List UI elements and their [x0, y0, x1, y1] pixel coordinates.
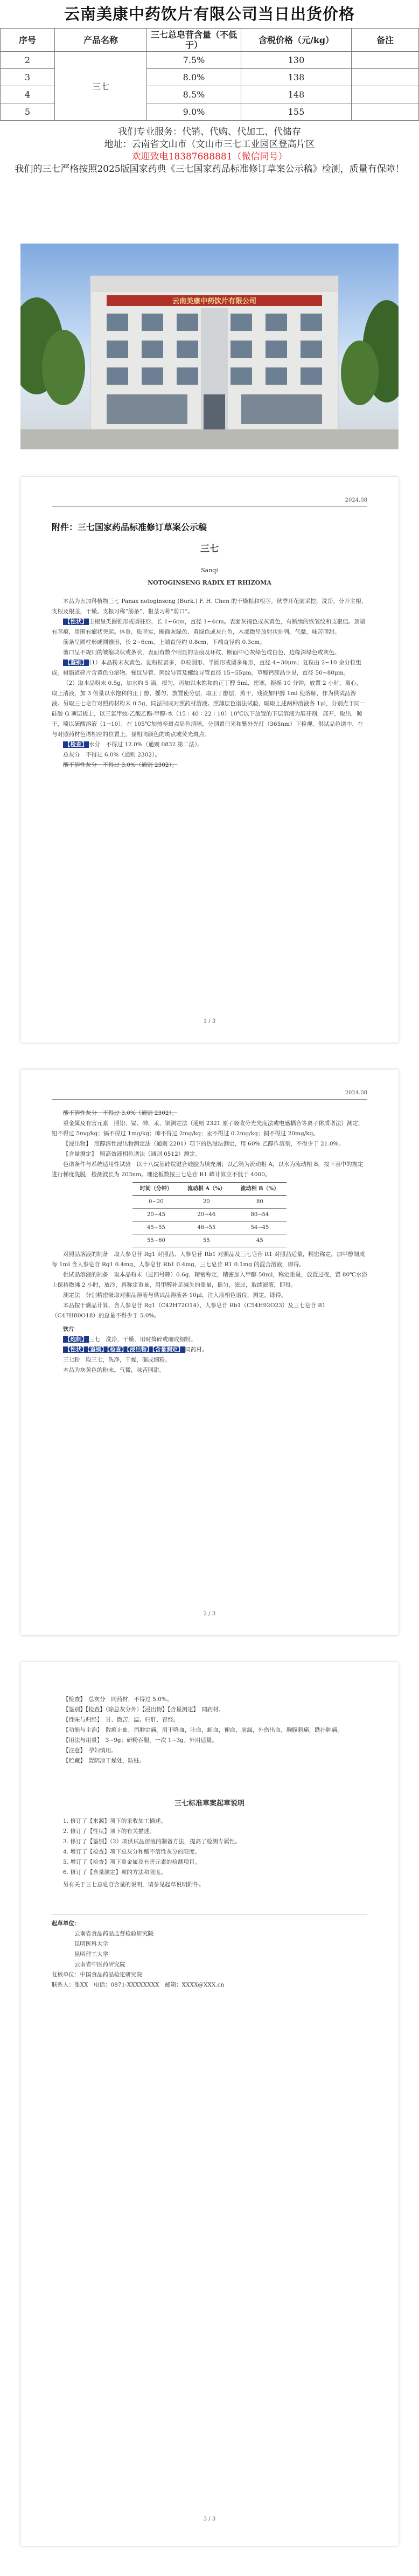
cell-note — [352, 86, 419, 103]
source-paragraph: 本品为五加科植物三七 Panax notoginseng (Burk.) F. H. Chen 的干燥根和根茎。秋季开花前采挖，洗净，分开主根、支根及根茎，干燥。支根习称“筋条”，根茎习称“剪口”。 — [52, 598, 367, 615]
mob-header: 流动相 B（%） — [233, 1183, 287, 1196]
cell-price: 148 — [241, 86, 352, 103]
mob-cell: 20~45 — [132, 1209, 180, 1221]
mob-cell: 54→45 — [233, 1221, 287, 1234]
doc-date: 2024.08 — [52, 495, 367, 507]
identification-2: （2）取本品粉末 0.5g，加水约 5 滴，搅匀，再加以水饱和的正丁醇 5ml，密塞，振摇 10 分钟，放置 2 小时，离心，取上清液，加 3 倍量以水饱和的正丁醇，摇匀，放置使分层，取正丁醇层，蒸干，残渣加甲醇 1ml 使溶解，作为供试品溶液。另取三七皂苷对照药材粉末 0.5g，同法制成对照药材溶液。照薄层色谱法试验，吸取上述两种溶液各 1μl，分别点于同一硅胶 G 薄层板上，以三氯甲烷-乙酸乙酯-甲醇-水（15∶40∶22∶10）10℃以下放置的下层溶液为展开剂，展开，取出，晾干，喷以硫酸溶液（1→10），在 105℃加热至斑点显色清晰，分别置日光和紫外光灯（365nm）下检视。供试品色谱中，在与对照药材色谱相应的位置上，显相同颜色的斑点或荧光斑点。 — [52, 680, 366, 738]
mob-cell: 45 — [233, 1234, 287, 1247]
mob-header: 时间（分钟） — [132, 1183, 180, 1196]
cell-product: 三七 — [55, 52, 147, 121]
label-properties: 【性状】 — [63, 619, 89, 625]
processing-paragraph: 三七 洗净，干燥，用时捣碎或碾成细粉。 — [89, 1336, 197, 1343]
review-unit: 复核单位：中国食品药品检定研究院 — [52, 1971, 142, 1978]
unit-item: 昆明医科大学 — [74, 1941, 108, 1947]
cell-no: 4 — [1, 86, 55, 103]
mob-cell: 80→54 — [233, 1209, 287, 1221]
mob-cell: 20 — [180, 1196, 233, 1209]
list-item: 3. 修订了【鉴别】（2）项供试品溶液的制备方法，提高了检测专属性。 — [63, 1838, 241, 1845]
mob-cell: 55~60 — [132, 1234, 180, 1247]
decoction-heading: 饮片 — [63, 1326, 74, 1332]
cell-no: 2 — [1, 52, 55, 69]
table-row — [132, 1234, 287, 1247]
table-row — [132, 1209, 287, 1221]
cell-content: 9.0% — [147, 103, 241, 121]
page-number: 3 / 3 — [203, 2516, 216, 2522]
doc-heading: 附件：三七国家药品标准修订草案公示稿 — [52, 522, 207, 532]
cell-no: 5 — [1, 103, 55, 121]
extra-note-paragraph: 另有关于三七总皂苷含量的说明，请参见起草说明附件。 — [63, 1881, 205, 1888]
mob-header: 流动相 A（%） — [180, 1183, 233, 1196]
label-same-as: 【性状】【鉴别】【检查】【浸出物】【含量测定】 — [63, 1346, 185, 1353]
jintiao-paragraph: 筋条呈圆柱形或圆锥形，长 2~6cm，上端直径约 0.8cm，下端直径约 0.3cm。 — [63, 639, 266, 645]
mob-cell: 55 — [180, 1234, 233, 1247]
drug-latin: NOTOGINSENG RADIX ET RHIZOMA — [148, 579, 271, 586]
properties-paragraph: 主根呈类圆锥形或圆柱形，长 1~6cm，直径 1~4cm。表面灰褐色或灰黄色，有断续的纵皱纹和支根痕。顶端有茎痕，周围有瘤状突起。体重，质坚实，断面灰绿色、黄绿色或灰白色，木部微呈放射状排列。气微，味苦回甜。 — [52, 619, 366, 635]
doc-date: 2024.08 — [52, 1088, 367, 1100]
drug-pinyin: Sanqi — [201, 567, 218, 574]
standard-doc-page-3 — [20, 1662, 399, 2546]
moisture-limit: 水分 不得过 12.0%（通则 0832 第二法）。 — [89, 741, 203, 748]
drafting-units — [52, 1914, 367, 1990]
cell-content: 7.5% — [147, 52, 241, 69]
page-title: 云南美康中药饮片有限公司当日出货价格 — [64, 5, 355, 23]
acid-ash-limit: 酸不溶性灰分 不得过 3.0%（通则 2302）。 — [63, 762, 178, 768]
list-item: 5. 增订了【检查】项下重金属及有害元素的检测项目。 — [63, 1859, 200, 1865]
col-header-product: 产品名称 — [55, 29, 147, 52]
quality-text: 我们的三七严格按照2025版国家药典《三七国家药品标准修订草案公示稿》检测，质量有保障！ — [15, 164, 404, 175]
jiankou-paragraph: 剪口呈不规则的皱缩块状或条状，表面有数个明显的茎痕及环纹，断面中心灰绿色或白色，边缘深绿色或灰色。 — [63, 649, 340, 656]
identification-1: （1）本品粉末灰黄色。淀粉粒甚多，单粒圆形、半圆形或圆多角形，直径 4~30μm；复粒由 2~10 余分粒组成。树脂道碎片含黄色分泌物。梯纹导管、网纹导管及螺纹导管直径 15~55μm。草酸钙簇晶少见，直径 50~80μm。 — [52, 659, 361, 676]
inspection-paragraph: 【检查】 总灰分 同药材，不得过 5.0%。 — [63, 1696, 173, 1703]
assay-paragraph: 【含量测定】 照高效液相色谱法（通则 0512）测定。 — [63, 1151, 201, 1157]
units-label: 起草单位： — [52, 1920, 80, 1927]
cell-note — [352, 52, 419, 69]
cell-price: 130 — [241, 52, 352, 69]
col-header-note: 备注 — [352, 29, 419, 52]
unit-item: 云南省中医药研究院 — [74, 1961, 125, 1968]
list-item: 6. 修订了【含量测定】项的方法和限度。 — [63, 1869, 166, 1876]
col-header-price: 含税价格（元/kg） — [241, 29, 352, 52]
powder-paragraph: 三七粉 取三七，洗净，干燥，碾成细粉。 — [63, 1357, 171, 1363]
building-illustration — [20, 244, 399, 449]
unit-item: 云南省食品药品监督检验研究院 — [74, 1931, 153, 1937]
table-row — [132, 1196, 287, 1209]
table-header-row — [1, 29, 419, 52]
cell-no: 3 — [1, 69, 55, 86]
cell-price: 155 — [241, 103, 352, 121]
contact-line: 联系人：张XX 电话：0871-XXXXXXXX 邮箱：XXXX@XXX.cn — [52, 1982, 225, 1988]
content-limit-paragraph: 本品按干燥品计算，含人参皂苷 Rg1（C42H72O14）、人参皂苷 Rb1（C54H92O23）及三七皂苷 R1（C47H80O18）的总量不得少于 5.0%。 — [52, 1302, 326, 1319]
standard-doc-page-2 — [20, 1070, 399, 1635]
drafting-notes-title: 三七标准草案起草说明 — [174, 1800, 245, 1808]
table-row — [132, 1221, 287, 1234]
cell-content: 8.0% — [147, 69, 241, 86]
list-item: 4. 增订了【检查】项下总灰分和酸不溶性灰分的限度。 — [63, 1849, 200, 1855]
mobile-phase-table — [132, 1182, 287, 1247]
reference-solution-paragraph: 对照品溶液的制备 取人参皂苷 Rg1 对照品、人参皂苷 Rb1 对照品及三七皂苷 R1 对照品适量，精密称定，加甲醇制成每 1ml 含人参皂苷 Rg1 0.4mg、人参皂苷 Rb1 0.4mg、三七皂苷 R1 0.1mg 的混合溶液，即得。 — [52, 1251, 365, 1268]
table-row — [1, 52, 419, 69]
services-text: 我们专业服务：代销、代购、代加工、代储存 — [118, 127, 301, 137]
mob-cell: 45~55 — [132, 1221, 180, 1234]
usage-paragraph: 【用法与用量】 3~9g；研粉吞服，一次 1~3g。外用适量。 — [63, 1737, 218, 1744]
method-paragraph: 测定法 分别精密吸取对照品溶液与供试品溶液各 10μl，注入液相色谱仪，测定，即得。 — [63, 1292, 287, 1299]
label-processing: 【炮制】 — [63, 1336, 89, 1343]
col-header-no: 序号 — [1, 29, 55, 52]
extract-paragraph: 【浸出物】 照醇溶性浸出物测定法（通则 2201）项下的热浸法测定，用 60% 乙醇作溶剂，不得少于 21.0%。 — [63, 1141, 345, 1147]
mob-cell: 46→55 — [180, 1221, 233, 1234]
company-notes — [0, 126, 419, 176]
standard-doc-page-1 — [20, 477, 399, 1043]
caution-paragraph: 【注意】 孕妇慎用。 — [63, 1747, 117, 1754]
page-number: 1 / 3 — [203, 1018, 216, 1024]
address-text: 地址：云南省文山市（文山市三七工业园区登高片区 — [104, 139, 315, 150]
mob-cell: 0~20 — [132, 1196, 180, 1209]
heavy-metals-paragraph: 重金属及有害元素 照铅、镉、砷、汞、铜测定法（通则 2321 原子吸收分光光度法或电感耦合等离子体质谱法）测定，铅不得过 5mg/kg；镉不得过 1mg/kg；砷不得过 2mg/kg；汞不得过 0.2mg/kg；铜不得过 20mg/kg。 — [52, 1120, 364, 1137]
label-inspection: 【检查】 — [63, 741, 89, 748]
mob-cell: 20→46 — [180, 1209, 233, 1221]
list-item: 1. 修订了【来源】项下的采收加工描述。 — [63, 1818, 166, 1824]
mob-cell: 80 — [233, 1196, 287, 1209]
price-table — [0, 28, 419, 121]
identification-same-paragraph: 【鉴别】【检查】（除总灰分外）【浸出物】【含量测定】 同药材。 — [63, 1706, 225, 1713]
powder-properties-paragraph: 本品为灰黄色的粉末。气微，味苦回甜。 — [63, 1367, 165, 1373]
building-sign: 云南美康中药饮片有限公司 — [172, 297, 257, 305]
function-paragraph: 【功能与主治】 散瘀止血，消肿定痛。用于咯血，吐血，衄血，便血，崩漏，外伤出血，胸腹刺痛，跌扑肿痛。 — [63, 1727, 343, 1733]
contact-text: 欢迎致电18387688881（微信同号） — [131, 151, 288, 162]
cell-price: 138 — [241, 69, 352, 86]
nature-paragraph: 【性味与归经】 甘、微苦，温。归肝、胃经。 — [63, 1717, 179, 1723]
label-identification: 【鉴别】 — [63, 659, 89, 666]
chromatography-paragraph: 色谱条件与系统适用性试验 以十八烷基硅烷键合硅胶为填充剂；以乙腈为流动相 A，以水为流动相 B，按下表中的规定进行梯度洗脱；检测波长为 203nm。理论板数按三七皂苷 R1 峰计算应不低于 4000。 — [52, 1161, 364, 1178]
storage-paragraph: 【贮藏】 置阴凉干燥处，防蛀。 — [63, 1758, 145, 1764]
test-solution-paragraph: 供试品溶液的制备 取本品粉末（过四号筛）0.6g，精密称定，精密加入甲醇 50ml，称定重量，放置过夜，置 80℃水浴上保持微沸 2 小时，放冷，再称定重量，用甲醇补足减失的重量，摇匀，滤过，取续滤液，即得。 — [52, 1272, 367, 1288]
same-as-paragraph: 同药材。 — [185, 1346, 208, 1353]
drug-name: 三七 — [200, 544, 219, 554]
factory-building-photo — [20, 244, 399, 449]
cell-note — [352, 103, 419, 121]
total-ash-limit: 总灰分 不得过 6.0%（通则 2302）。 — [63, 752, 160, 758]
drafting-notes-list — [52, 1816, 367, 1878]
list-item: 2. 修订了【性状】项下的有关描述。 — [63, 1828, 155, 1835]
acid-ash-limit: 酸不溶性灰分 不得过 3.0%（通则 2302）。 — [63, 1110, 178, 1116]
cell-note — [352, 69, 419, 86]
col-header-content: 三七总皂苷含量（不低于） — [147, 29, 241, 52]
unit-item: 昆明理工大学 — [74, 1951, 108, 1957]
page-number: 2 / 3 — [203, 1611, 216, 1617]
cell-content: 8.5% — [147, 86, 241, 103]
